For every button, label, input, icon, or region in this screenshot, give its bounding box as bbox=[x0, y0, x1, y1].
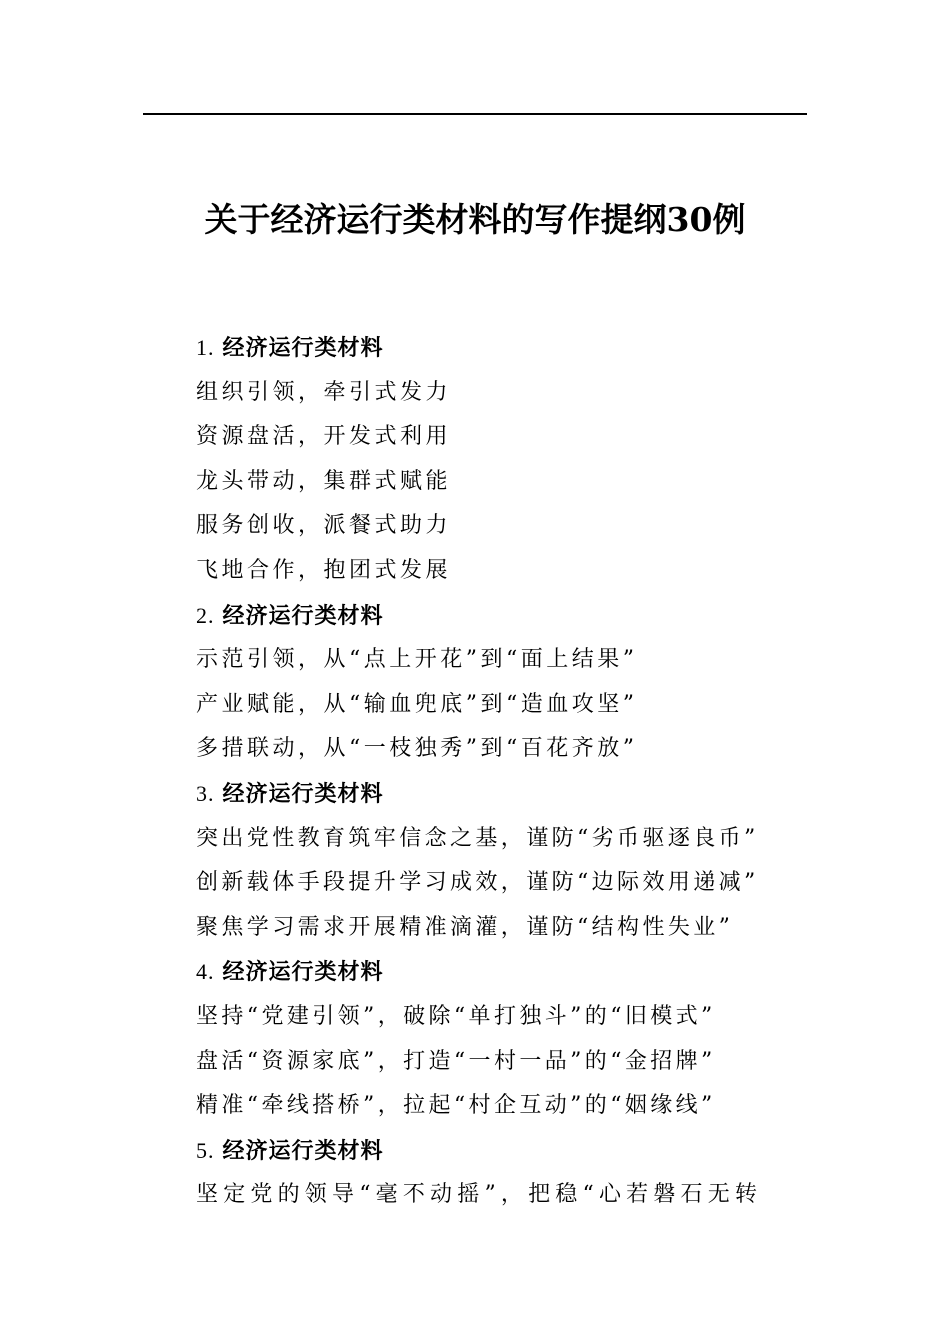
list-item: 服务创收，派餐式助力 bbox=[196, 513, 452, 539]
section-heading bbox=[196, 326, 836, 371]
header-rule bbox=[143, 113, 807, 115]
list-item: 多措联动，从“一枝独秀”到“百花齐放” bbox=[196, 736, 638, 762]
list-item: 产业赋能，从“输血兜底”到“造血攻坚” bbox=[196, 691, 638, 717]
section-number: 3. bbox=[196, 780, 215, 806]
list-item: 组织引领，牵引式发力 bbox=[196, 379, 452, 405]
list-item: 精准“牵线搭桥”，拉起“村企互动”的“姻缘线” bbox=[196, 1093, 716, 1119]
section-number: 4. bbox=[196, 959, 215, 985]
section-heading-text: 经济运行类材料 bbox=[222, 1137, 384, 1164]
section-heading-text: 经济运行类材料 bbox=[222, 780, 384, 807]
list-item: 飞地合作，抱团式发展 bbox=[196, 557, 452, 583]
list-item: 坚持“党建引领”，破除“单打独斗”的“旧模式” bbox=[196, 1003, 716, 1029]
list-item: 创新载体手段提升学习成效，谨防“边际效用递减” bbox=[196, 870, 759, 896]
list-item: 坚定党的领导“毫不动摇”，把稳“心若磐石无转 bbox=[196, 1182, 763, 1208]
list-item: 突出党性教育筑牢信念之基，谨防“劣币驱逐良币” bbox=[196, 825, 759, 851]
section-number: 1. bbox=[196, 335, 215, 360]
section-number: 2. bbox=[196, 602, 215, 628]
section-heading-text: 经济运行类材料 bbox=[222, 335, 384, 361]
list-item: 聚焦学习需求开展精准滴灌，谨防“结构性失业” bbox=[196, 914, 734, 940]
section-heading bbox=[196, 772, 836, 817]
section-heading bbox=[196, 950, 836, 995]
section-heading bbox=[196, 1129, 836, 1174]
document-title: 关于经济运行类材料的写作提纲30例 bbox=[204, 200, 746, 239]
section-heading-text: 经济运行类材料 bbox=[222, 602, 384, 629]
list-item: 龙头带动，集群式赋能 bbox=[196, 468, 452, 494]
list-item: 示范引领，从“点上开花”到“面上结果” bbox=[196, 647, 638, 673]
section-number: 5. bbox=[196, 1137, 215, 1163]
section-heading-text: 经济运行类材料 bbox=[222, 959, 384, 986]
list-item: 资源盘活，开发式利用 bbox=[196, 424, 452, 450]
list-item: 盘活“资源家底”，打造“一村一品”的“金招牌” bbox=[196, 1048, 716, 1074]
section-heading bbox=[196, 594, 836, 639]
document-body bbox=[196, 326, 836, 1218]
